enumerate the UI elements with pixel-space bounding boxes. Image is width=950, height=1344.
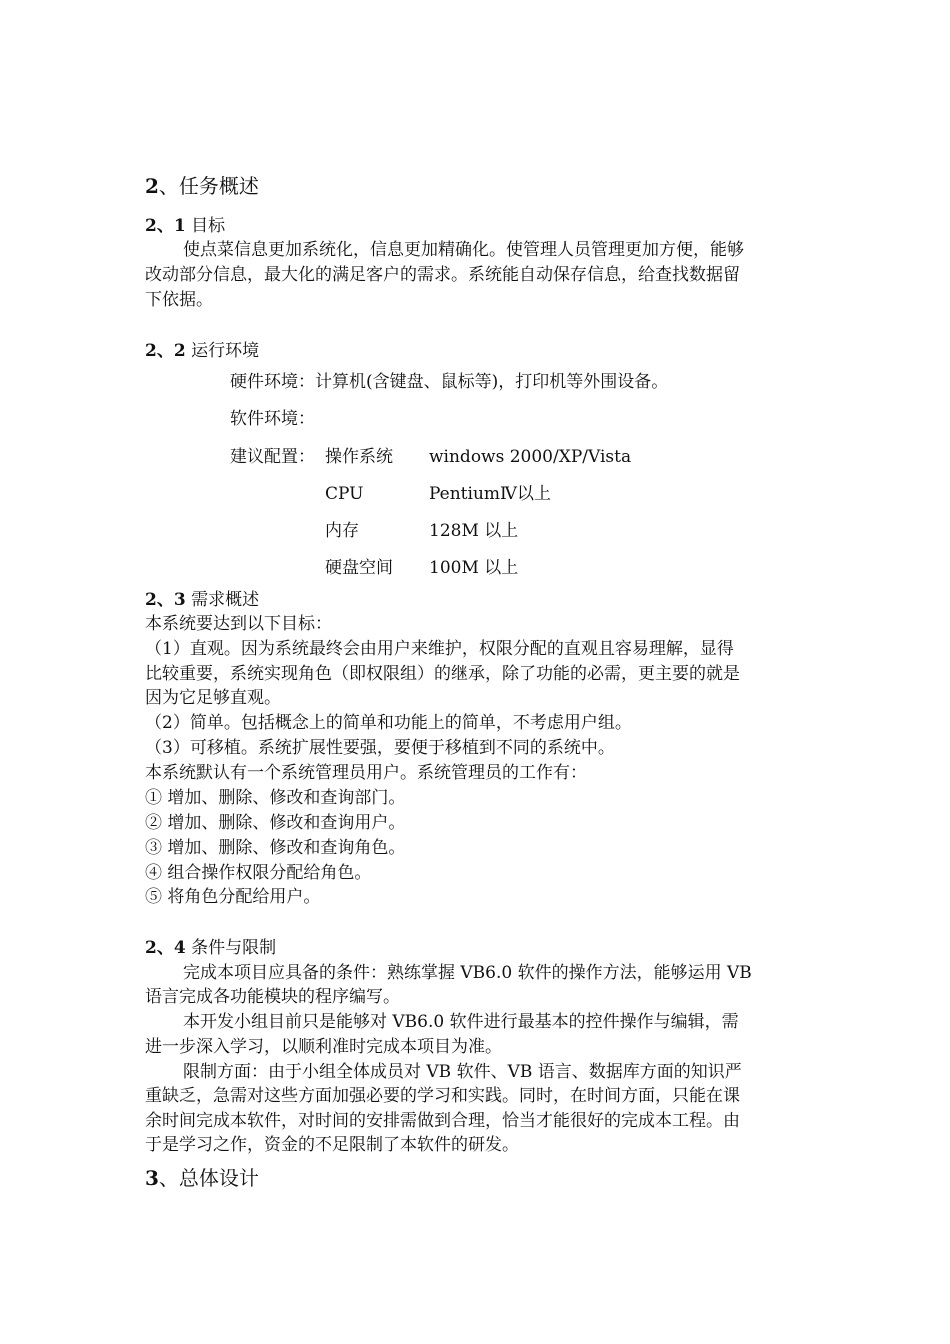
paragraph-line: （3）可移植。系统扩展性要强，要便于移植到不同的系统中。 xyxy=(145,738,615,758)
list-item: ④ 组合操作权限分配给角色。 xyxy=(145,863,372,883)
subsection-title: 目标 xyxy=(185,216,226,236)
config-item-name: 内存 xyxy=(325,521,359,541)
paragraph-line: 使点菜信息更加系统化，信息更加精确化。使管理人员管理更加方便，能够 xyxy=(183,240,744,260)
paragraph-line: 因为它足够直观。 xyxy=(145,688,281,708)
config-item-value: windows 2000/XP/Vista xyxy=(429,447,632,467)
paragraph-line: 于是学习之作，资金的不足限制了本软件的研发。 xyxy=(145,1135,519,1155)
section-title: 任务概述 xyxy=(178,174,259,198)
paragraph-line: （2）简单。包括概念上的简单和功能上的简单，不考虑用户组。 xyxy=(145,713,632,733)
subsection-number: 2、1 xyxy=(145,216,186,236)
list-item: ② 增加、删除、修改和查询用户。 xyxy=(145,813,406,833)
config-item-name: 操作系统 xyxy=(325,447,393,467)
list-item: ③ 增加、删除、修改和查询角色。 xyxy=(145,838,406,858)
paragraph-line: 比较重要，系统实现角色（即权限组）的继承，除了功能的必需，更主要的就是 xyxy=(145,664,740,684)
paragraph-line: 本系统默认有一个系统管理员用户。系统管理员的工作有： xyxy=(145,763,587,783)
software-environment: 软件环境： xyxy=(230,409,315,429)
section-number: 2 xyxy=(145,174,159,198)
paragraph-line: 语言完成各功能模块的程序编写。 xyxy=(145,987,400,1007)
paragraph-line: 改动部分信息，最大化的满足客户的需求。系统能自动保存信息，给查找数据留 xyxy=(145,265,740,285)
subsection-heading-2-4 xyxy=(145,937,276,959)
paragraph-line: 下依据。 xyxy=(145,290,213,310)
paragraph-line: 余时间完成本软件，对时间的安排需做到合理，恰当才能很好的完成本工程。由 xyxy=(145,1111,740,1131)
section-heading-2 xyxy=(145,173,259,199)
config-item-name: CPU xyxy=(325,484,364,504)
subsection-title: 需求概述 xyxy=(185,590,260,610)
config-label: 建议配置： xyxy=(230,447,315,467)
paragraph-line: 本系统要达到以下目标： xyxy=(145,614,332,634)
subsection-heading-2-3 xyxy=(145,589,259,611)
config-item-value: 128M 以上 xyxy=(429,521,519,541)
section-heading-3 xyxy=(145,1165,259,1191)
section-title: 总体设计 xyxy=(178,1166,259,1190)
paragraph-line: 重缺乏，急需对这些方面加强必要的学习和实践。同时，在时间方面，只能在课 xyxy=(145,1086,740,1106)
paragraph-line: 完成本项目应具备的条件：熟练掌握 VB6.0 软件的操作方法，能够运用 VB xyxy=(183,963,752,983)
section-separator: 、 xyxy=(158,174,179,198)
config-item-name: 硬盘空间 xyxy=(325,558,393,578)
section-separator: 、 xyxy=(158,1166,179,1190)
config-item-value: 100M 以上 xyxy=(429,558,519,578)
subsection-heading-2-1 xyxy=(145,215,225,237)
paragraph-line: 限制方面：由于小组全体成员对 VB 软件、VB 语言、数据库方面的知识严 xyxy=(183,1062,742,1082)
section-number: 3 xyxy=(145,1166,159,1190)
subsection-title: 运行环境 xyxy=(185,341,260,361)
config-item-value: PentiumⅣ以上 xyxy=(429,484,552,504)
subsection-number: 2、4 xyxy=(145,938,186,958)
list-item: ① 增加、删除、修改和查询部门。 xyxy=(145,788,406,808)
list-item: ⑤ 将角色分配给用户。 xyxy=(145,887,321,907)
paragraph-line: 进一步深入学习，以顺利准时完成本项目为准。 xyxy=(145,1037,502,1057)
subsection-number: 2、3 xyxy=(145,590,186,610)
subsection-number: 2、2 xyxy=(145,341,186,361)
paragraph-line: 本开发小组目前只是能够对 VB6.0 软件进行最基本的控件操作与编辑，需 xyxy=(183,1012,739,1032)
hardware-environment: 硬件环境：计算机(含键盘、鼠标等)，打印机等外围设备。 xyxy=(230,372,669,392)
subsection-title: 条件与限制 xyxy=(185,938,277,958)
paragraph-line: （1）直观。因为系统最终会由用户来维护，权限分配的直观且容易理解，显得 xyxy=(145,639,734,659)
subsection-heading-2-2 xyxy=(145,340,259,362)
